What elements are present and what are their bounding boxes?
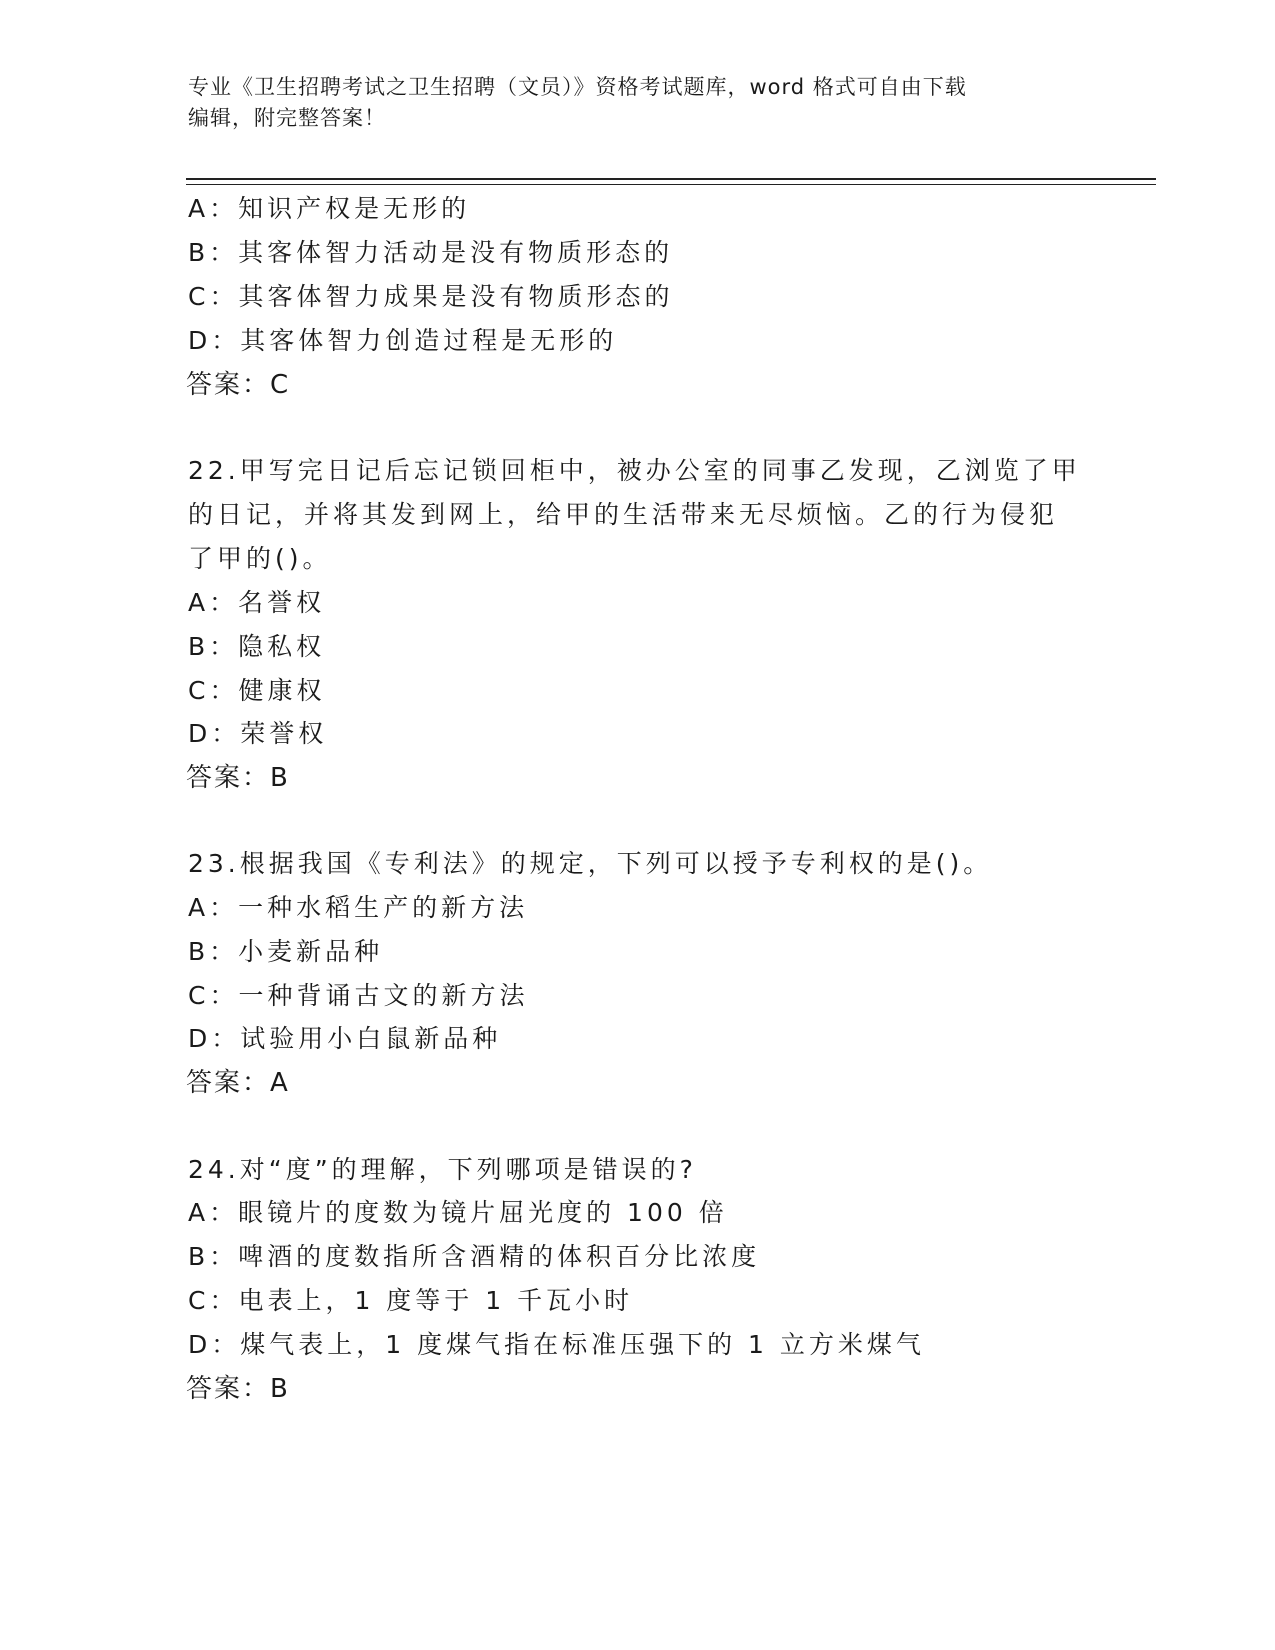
q22-stem-line-1: 22.甲写完日记后忘记锁回柜中，被办公室的同事乙发现，乙浏览了甲 bbox=[188, 456, 1081, 485]
header-divider-thin bbox=[186, 184, 1156, 185]
header-divider-thick bbox=[186, 178, 1156, 180]
q21-option-c: C：其客体智力成果是没有物质形态的 bbox=[188, 282, 674, 311]
q21-option-d: D：其客体智力创造过程是无形的 bbox=[188, 326, 618, 355]
q23-option-a: A：一种水稻生产的新方法 bbox=[188, 893, 529, 922]
q21-answer: 答案：C bbox=[186, 370, 291, 400]
q24-stem-line-1: 24.对“度”的理解，下列哪项是错误的? bbox=[188, 1155, 697, 1184]
q24-option-a: A：眼镜片的度数为镜片屈光度的 100 倍 bbox=[188, 1198, 728, 1227]
q22-answer: 答案：B bbox=[186, 763, 290, 793]
q22-stem-line-3: 了甲的()。 bbox=[188, 544, 332, 573]
q23-option-d: D：试验用小白鼠新品种 bbox=[188, 1024, 502, 1053]
q22-option-d: D：荣誉权 bbox=[188, 719, 328, 748]
q24-option-b: B：啤酒的度数指所含酒精的体积百分比浓度 bbox=[188, 1242, 761, 1271]
q22-option-a: A：名誉权 bbox=[188, 588, 326, 617]
q24-option-d: D：煤气表上，1 度煤气指在标准压强下的 1 立方米煤气 bbox=[188, 1330, 925, 1359]
document-header bbox=[188, 72, 1088, 134]
q24-answer: 答案：B bbox=[186, 1374, 290, 1404]
q23-option-b: B：小麦新品种 bbox=[188, 937, 384, 966]
q22-stem-line-2: 的日记，并将其发到网上，给甲的生活带来无尽烦恼。乙的行为侵犯 bbox=[188, 500, 1059, 529]
q23-stem-line-1: 23.根据我国《专利法》的规定，下列可以授予专利权的是()。 bbox=[188, 849, 993, 878]
q22-option-c: C：健康权 bbox=[188, 676, 326, 705]
header-line-1: 专业《卫生招聘考试之卫生招聘（文员）》资格考试题库，word 格式可自由下载 bbox=[188, 75, 967, 99]
q22-option-b: B：隐私权 bbox=[188, 632, 326, 661]
q21-option-b: B：其客体智力活动是没有物质形态的 bbox=[188, 238, 674, 267]
q21-option-a: A：知识产权是无形的 bbox=[188, 194, 471, 223]
header-line-2: 编辑，附完整答案！ bbox=[188, 106, 386, 130]
q23-answer: 答案：A bbox=[186, 1068, 290, 1098]
q23-option-c: C：一种背诵古文的新方法 bbox=[188, 981, 529, 1010]
q24-option-c: C：电表上，1 度等于 1 千瓦小时 bbox=[188, 1286, 634, 1315]
